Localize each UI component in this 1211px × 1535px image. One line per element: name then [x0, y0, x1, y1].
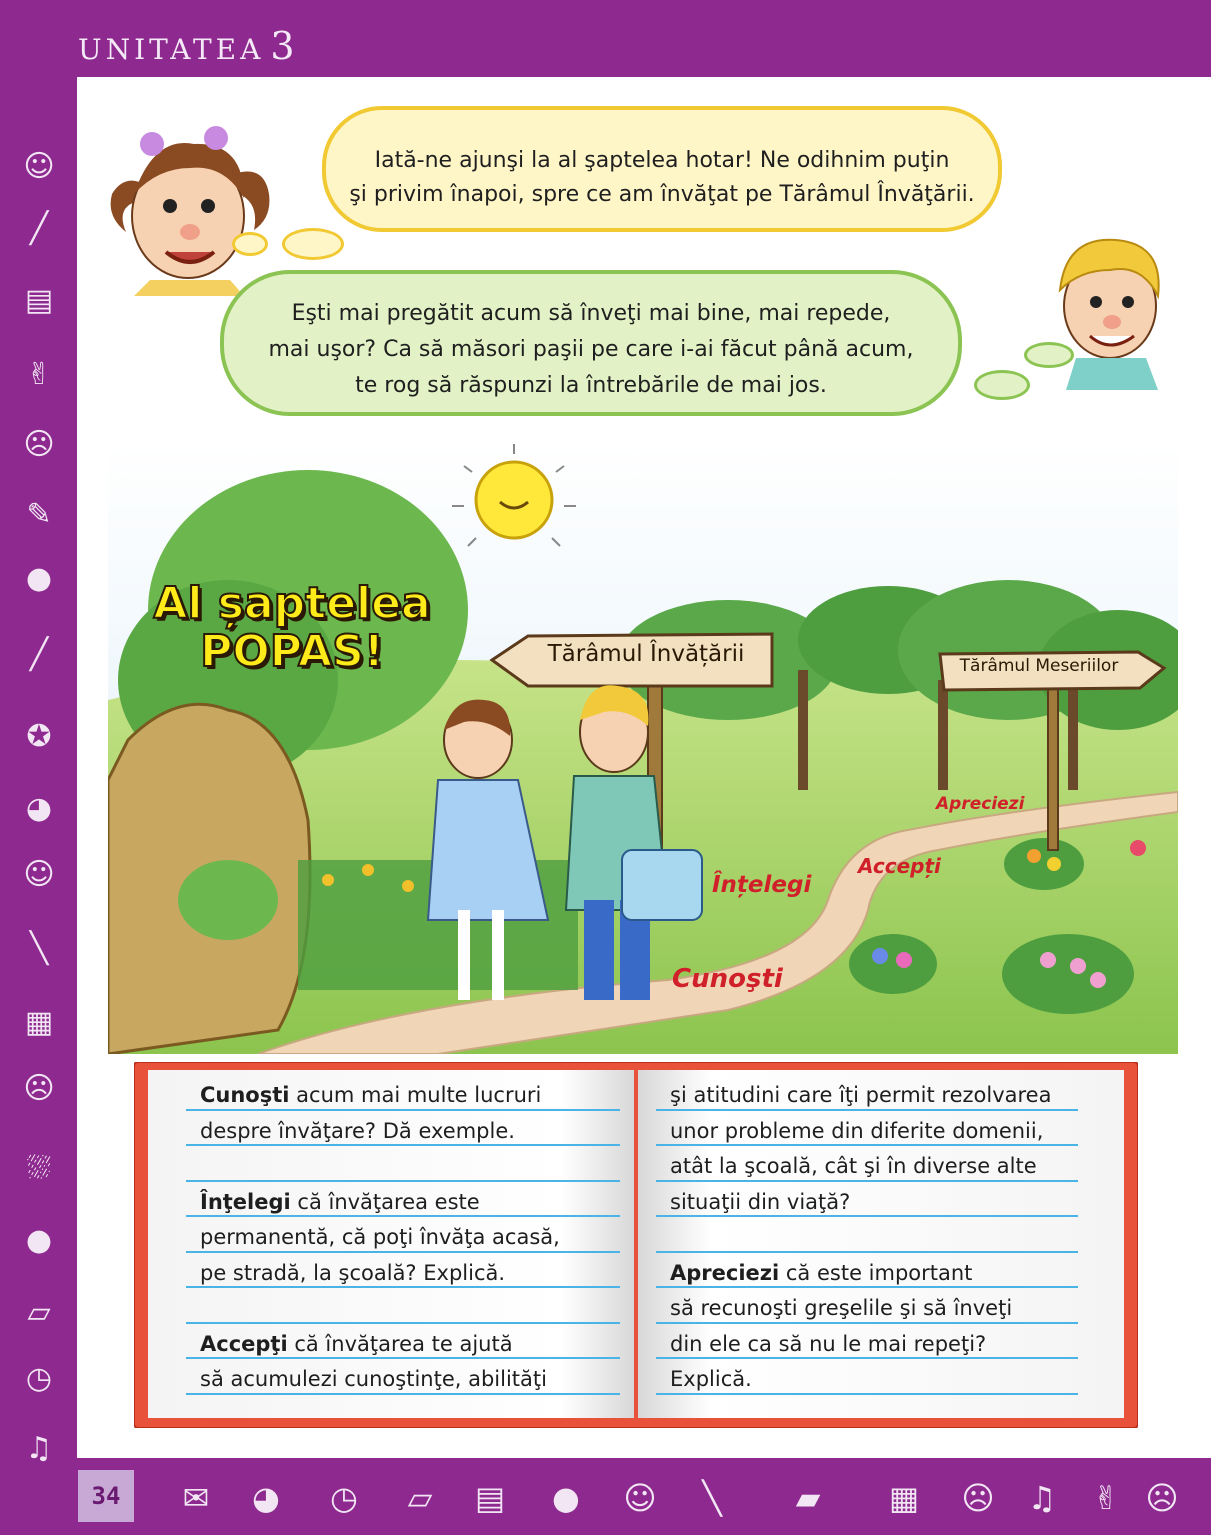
answer-line[interactable] [200, 1149, 630, 1185]
boy-thought-bubble [220, 270, 962, 416]
unit-number: 3 [270, 24, 299, 68]
path-word-cunosti: Cunoşti [672, 964, 783, 994]
smile-icon: ☺ [623, 1479, 657, 1517]
headline [142, 580, 442, 676]
keyword-apreciezi: Apreciezi [670, 1260, 780, 1285]
unit-title [78, 24, 299, 68]
envelope-icon: ✉ [182, 1479, 210, 1517]
clock-icon: ◷ [25, 1361, 53, 1396]
apple-icon: ● [552, 1479, 580, 1517]
music-note-icon: ♫ [1027, 1479, 1057, 1517]
landscape-artwork [108, 440, 1178, 1054]
thought-puff [1024, 342, 1074, 368]
palette-icon: ◕ [25, 791, 53, 826]
question-text: permanentă, că poţi învăţa acasă, [200, 1225, 560, 1249]
page-number: 34 [78, 1470, 134, 1522]
soap-icon: ▱ [27, 1295, 51, 1330]
medal-icon: ✪ [26, 719, 52, 754]
question-text: din ele ca să nu le mai repeţi? [670, 1331, 987, 1356]
paintbrush-icon: ╱ [29, 211, 49, 246]
victory-hand-icon: ✌ [26, 357, 52, 392]
sign-trades-land: Tărâmul Meseriilor [959, 656, 1119, 676]
keyword-cunosti: Cunoşti [200, 1083, 290, 1107]
question-text: situaţii din viaţă? [670, 1189, 851, 1214]
notebook-icon: ▤ [24, 283, 54, 318]
notebook-icon: ▤ [474, 1479, 506, 1517]
boy-illustration [1046, 230, 1170, 390]
victory-hand-icon: ✌ [1092, 1479, 1120, 1517]
book-left-page [200, 1078, 630, 1398]
thought-puff [282, 228, 344, 260]
thought-puff [232, 232, 268, 256]
question-text: atât la şcoală, cât şi în diverse alte [670, 1154, 1037, 1178]
headline-line: POPAS! [200, 626, 384, 677]
keyword-intelegi: Înţelegi [200, 1189, 291, 1214]
girl-illustration [104, 124, 274, 296]
flute-icon: ╱ [29, 637, 49, 672]
keyword-accepti: Accepţi [200, 1331, 288, 1356]
sad-face-icon: ☹ [961, 1479, 995, 1517]
music-note-icon: ♫ [25, 1431, 53, 1466]
bubble-line: mai uşor? Ca să măsori paşii pe care i-ai făcut până acum, [268, 337, 914, 362]
neutral-face-icon: ☺ [23, 857, 55, 892]
question-text: Explică. [670, 1367, 752, 1391]
book-right-page [670, 1078, 1100, 1398]
calendar-icon: ▦ [888, 1479, 920, 1517]
question-text: şi atitudini care îţi permit rezolvarea [670, 1083, 1052, 1107]
question-text: că învăţarea te ajută [287, 1331, 513, 1356]
bubble-line: Eşti mai pregătit acum să înveţi mai bine, mai repede, [291, 301, 891, 326]
question-text: că învăţarea este [290, 1189, 480, 1214]
question-text: unor probleme din diferite domenii, [670, 1118, 1044, 1143]
book-icon: ▰ [795, 1479, 821, 1517]
answer-line[interactable] [670, 1220, 1100, 1256]
soap-icon: ▱ [407, 1479, 433, 1517]
shower-icon: ⛆ [27, 1151, 51, 1186]
headline-line: Al șaptelea [153, 578, 431, 629]
sad-face-icon: ☹ [23, 427, 55, 462]
apple-icon: ● [25, 1223, 53, 1258]
toothbrush-icon: ╲ [702, 1479, 722, 1517]
question-text: acum mai multe lucruri [289, 1083, 542, 1107]
sign-learning-land: Tărâmul Învățării [547, 641, 745, 667]
calendar-icon: ▦ [24, 1005, 54, 1040]
pencil-icon: ✎ [26, 497, 52, 532]
smile-icon: ☺ [23, 149, 55, 184]
path-word-apreciezi: Apreciezi [936, 794, 1025, 814]
palette-icon: ◕ [252, 1479, 280, 1517]
question-text: pe stradă, la şcoală? Explică. [200, 1260, 506, 1285]
girl-thought-bubble [322, 106, 1002, 232]
path-word-accepti: Accepți [858, 854, 941, 878]
clock-icon: ◷ [330, 1479, 358, 1517]
bubble-line: Iată-ne ajunşi la al şaptelea hotar! Ne odihnim puţin [374, 148, 950, 173]
sad-face-icon: ☹ [1145, 1479, 1179, 1517]
question-text: să acumulezi cunoştinţe, abilităţi [200, 1367, 547, 1391]
question-text: că este important [779, 1260, 973, 1285]
bubble-line: te rog să răspunzi la întrebările de mai jos. [355, 373, 827, 398]
landscape-illustration [108, 440, 1178, 1054]
answer-line[interactable] [200, 1291, 630, 1327]
question-text: să recunoşti greşelile şi să înveţi [670, 1296, 1013, 1320]
path-word-intelegi: Înțelegi [712, 872, 812, 898]
sad-face-icon: ☹ [23, 1071, 55, 1106]
unit-word: UNITATEA [78, 33, 265, 66]
toothbrush-icon: ╲ [29, 931, 49, 966]
thought-puff [974, 370, 1030, 400]
bubble-line: şi privim înapoi, spre ce am învăţat pe Tărâmul Învăţării. [349, 182, 975, 207]
apple-icon: ● [25, 561, 53, 596]
question-text: despre învăţare? Dă exemple. [200, 1118, 515, 1143]
